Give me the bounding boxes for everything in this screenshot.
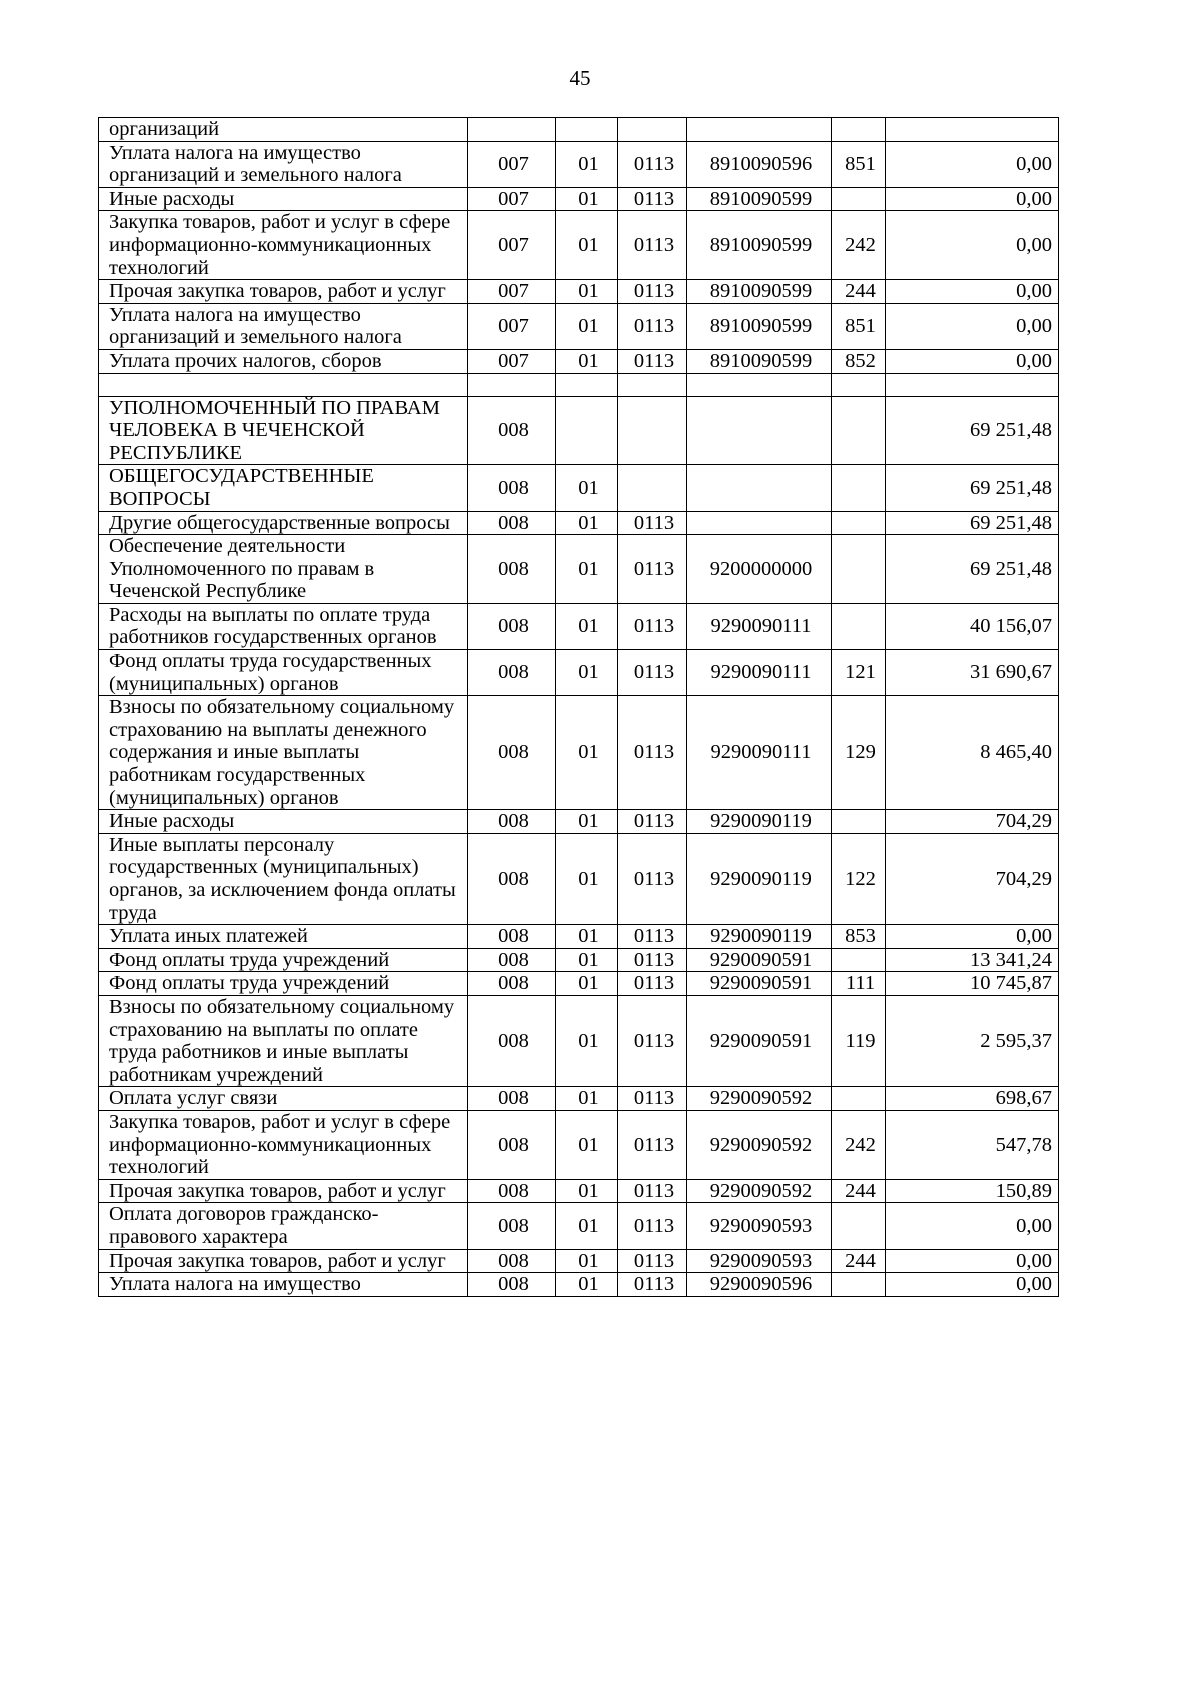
target-article-code: 9290090591 (687, 995, 832, 1086)
admin-code: 008 (468, 396, 556, 465)
subsection-code: 0113 (618, 603, 687, 649)
target-article-code: 9290090111 (687, 696, 832, 810)
expense-type-code: 852 (832, 349, 886, 373)
amount: 150,89 (886, 1179, 1059, 1203)
admin-code: 008 (468, 810, 556, 834)
table-row (99, 1249, 1059, 1273)
line-item-name: Обеспечение деятельности Уполномоченного по правам в Чеченской Республике (99, 535, 468, 604)
target-article-code (687, 118, 832, 142)
subsection-code (618, 118, 687, 142)
admin-code: 008 (468, 603, 556, 649)
subsection-code: 0113 (618, 810, 687, 834)
expense-type-code: 244 (832, 1179, 886, 1203)
target-article-code: 8910090599 (687, 349, 832, 373)
amount: 0,00 (886, 1203, 1059, 1249)
admin-code: 007 (468, 280, 556, 304)
admin-code: 008 (468, 833, 556, 924)
target-article-code: 9290090593 (687, 1249, 832, 1273)
table-row (99, 280, 1059, 304)
expense-type-code: 853 (832, 925, 886, 949)
section-code: 01 (556, 280, 618, 304)
line-item-name: УПОЛНОМОЧЕННЫЙ ПО ПРАВАМ ЧЕЛОВЕКА В ЧЕЧЕНСКОЙ РЕСПУБЛИКЕ (99, 396, 468, 465)
expense-type-code: 121 (832, 650, 886, 696)
table-row (99, 465, 1059, 511)
section-code: 01 (556, 1110, 618, 1179)
subsection-code: 0113 (618, 303, 687, 349)
admin-code: 008 (468, 650, 556, 696)
amount: 69 251,48 (886, 465, 1059, 511)
line-item-name: Фонд оплаты труда государственных (муниципальных) органов (99, 650, 468, 696)
target-article-code: 9200000000 (687, 535, 832, 604)
amount: 0,00 (886, 187, 1059, 211)
table-row (99, 141, 1059, 187)
admin-code: 008 (468, 972, 556, 996)
section-code: 01 (556, 1179, 618, 1203)
expense-type-code (832, 396, 886, 465)
amount: 69 251,48 (886, 535, 1059, 604)
line-item-name: Уплата налога на имущество организаций и земельного налога (99, 303, 468, 349)
table-row (99, 925, 1059, 949)
admin-code: 008 (468, 995, 556, 1086)
expense-type-code: 851 (832, 141, 886, 187)
expense-type-code (832, 1203, 886, 1249)
table-row (99, 1087, 1059, 1111)
amount: 0,00 (886, 925, 1059, 949)
line-item-name: Другие общегосударственные вопросы (99, 511, 468, 535)
section-code: 01 (556, 535, 618, 604)
amount: 10 745,87 (886, 972, 1059, 996)
amount: 2 595,37 (886, 995, 1059, 1086)
line-item-name: Иные расходы (99, 187, 468, 211)
subsection-code: 0113 (618, 349, 687, 373)
target-article-code: 9290090119 (687, 925, 832, 949)
amount (886, 118, 1059, 142)
subsection-code (618, 396, 687, 465)
line-item-name (99, 373, 468, 396)
line-item-name: Уплата налога на имущество организаций и земельного налога (99, 141, 468, 187)
table-row (99, 303, 1059, 349)
table-row (99, 211, 1059, 280)
line-item-name: Взносы по обязательному социальному страхованию на выплаты денежного содержания и иные выплаты работникам государственных (муниципальных) органов (99, 696, 468, 810)
budget-table-body (99, 118, 1059, 1297)
amount: 0,00 (886, 1273, 1059, 1297)
subsection-code: 0113 (618, 696, 687, 810)
target-article-code: 9290090119 (687, 810, 832, 834)
section-code (556, 118, 618, 142)
table-row (99, 187, 1059, 211)
target-article-code: 8910090599 (687, 303, 832, 349)
subsection-code: 0113 (618, 1203, 687, 1249)
expense-type-code: 242 (832, 1110, 886, 1179)
line-item-name: Оплата договоров гражданско-правового характера (99, 1203, 468, 1249)
expense-type-code (832, 373, 886, 396)
admin-code: 008 (468, 1087, 556, 1111)
subsection-code: 0113 (618, 995, 687, 1086)
table-row (99, 810, 1059, 834)
subsection-code: 0113 (618, 1249, 687, 1273)
expense-type-code (832, 187, 886, 211)
subsection-code: 0113 (618, 650, 687, 696)
target-article-code: 9290090119 (687, 833, 832, 924)
table-row (99, 995, 1059, 1086)
subsection-code: 0113 (618, 280, 687, 304)
admin-code: 007 (468, 211, 556, 280)
admin-code: 008 (468, 1203, 556, 1249)
subsection-code: 0113 (618, 1110, 687, 1179)
table-row (99, 833, 1059, 924)
expense-type-code (832, 1273, 886, 1297)
amount: 69 251,48 (886, 511, 1059, 535)
subsection-code: 0113 (618, 833, 687, 924)
section-code: 01 (556, 1249, 618, 1273)
expense-type-code: 851 (832, 303, 886, 349)
admin-code: 007 (468, 349, 556, 373)
target-article-code: 9290090592 (687, 1087, 832, 1111)
subsection-code (618, 465, 687, 511)
table-row (99, 396, 1059, 465)
table-row (99, 1110, 1059, 1179)
table-row (99, 535, 1059, 604)
table-row (99, 1179, 1059, 1203)
section-code: 01 (556, 465, 618, 511)
section-code: 01 (556, 303, 618, 349)
admin-code: 008 (468, 1273, 556, 1297)
line-item-name: Расходы на выплаты по оплате труда работников государственных органов (99, 603, 468, 649)
subsection-code: 0113 (618, 972, 687, 996)
page-number: 45 (569, 66, 591, 90)
target-article-code: 9290090592 (687, 1110, 832, 1179)
admin-code: 008 (468, 696, 556, 810)
section-code: 01 (556, 511, 618, 535)
target-article-code: 9290090111 (687, 650, 832, 696)
line-item-name: Фонд оплаты труда учреждений (99, 948, 468, 972)
section-code: 01 (556, 972, 618, 996)
line-item-name: организаций (99, 118, 468, 142)
line-item-name: Закупка товаров, работ и услуг в сфере информационно-коммуникационных технологий (99, 1110, 468, 1179)
expense-type-code (832, 810, 886, 834)
subsection-code: 0113 (618, 1273, 687, 1297)
expense-type-code: 129 (832, 696, 886, 810)
section-code: 01 (556, 187, 618, 211)
expense-type-code: 244 (832, 1249, 886, 1273)
expense-type-code: 111 (832, 972, 886, 996)
amount: 31 690,67 (886, 650, 1059, 696)
budget-table (98, 117, 1059, 1297)
table-row (99, 349, 1059, 373)
amount: 0,00 (886, 280, 1059, 304)
expense-type-code (832, 948, 886, 972)
amount (886, 373, 1059, 396)
admin-code (468, 373, 556, 396)
table-row (99, 511, 1059, 535)
amount: 0,00 (886, 141, 1059, 187)
target-article-code: 8910090599 (687, 211, 832, 280)
line-item-name: ОБЩЕГОСУДАРСТВЕННЫЕ ВОПРОСЫ (99, 465, 468, 511)
table-row (99, 650, 1059, 696)
target-article-code: 9290090111 (687, 603, 832, 649)
line-item-name: Взносы по обязательному социальному страхованию на выплаты по оплате труда работников и иные выплаты работникам учреждений (99, 995, 468, 1086)
amount: 13 341,24 (886, 948, 1059, 972)
target-article-code: 8910090596 (687, 141, 832, 187)
line-item-name: Оплата услуг связи (99, 1087, 468, 1111)
amount: 69 251,48 (886, 396, 1059, 465)
line-item-name: Уплата иных платежей (99, 925, 468, 949)
line-item-name: Фонд оплаты труда учреждений (99, 972, 468, 996)
target-article-code (687, 396, 832, 465)
line-item-name: Закупка товаров, работ и услуг в сфере информационно-коммуникационных технологий (99, 211, 468, 280)
subsection-code: 0113 (618, 187, 687, 211)
target-article-code (687, 511, 832, 535)
amount: 704,29 (886, 833, 1059, 924)
table-row (99, 118, 1059, 142)
table-row (99, 972, 1059, 996)
table-row (99, 1273, 1059, 1297)
section-code (556, 396, 618, 465)
table-row (99, 1203, 1059, 1249)
amount: 704,29 (886, 810, 1059, 834)
amount: 0,00 (886, 303, 1059, 349)
expense-type-code (832, 465, 886, 511)
section-code: 01 (556, 696, 618, 810)
target-article-code: 9290090593 (687, 1203, 832, 1249)
section-code: 01 (556, 211, 618, 280)
line-item-name: Прочая закупка товаров, работ и услуг (99, 1179, 468, 1203)
target-article-code: 9290090591 (687, 972, 832, 996)
section-code: 01 (556, 810, 618, 834)
admin-code: 008 (468, 1179, 556, 1203)
line-item-name: Иные выплаты персоналу государственных (муниципальных) органов, за исключением фонда оплаты труда (99, 833, 468, 924)
expense-type-code (832, 118, 886, 142)
section-code: 01 (556, 833, 618, 924)
table-row (99, 948, 1059, 972)
target-article-code: 9290090592 (687, 1179, 832, 1203)
admin-code (468, 118, 556, 142)
section-code: 01 (556, 650, 618, 696)
target-article-code: 9290090591 (687, 948, 832, 972)
amount: 40 156,07 (886, 603, 1059, 649)
admin-code: 008 (468, 948, 556, 972)
subsection-code: 0113 (618, 1087, 687, 1111)
line-item-name: Уплата налога на имущество (99, 1273, 468, 1297)
expense-type-code (832, 1087, 886, 1111)
subsection-code: 0113 (618, 211, 687, 280)
subsection-code: 0113 (618, 535, 687, 604)
admin-code: 008 (468, 925, 556, 949)
expense-type-code: 244 (832, 280, 886, 304)
target-article-code (687, 465, 832, 511)
amount: 698,67 (886, 1087, 1059, 1111)
admin-code: 008 (468, 511, 556, 535)
subsection-code: 0113 (618, 925, 687, 949)
amount: 0,00 (886, 211, 1059, 280)
target-article-code: 9290090596 (687, 1273, 832, 1297)
admin-code: 008 (468, 1249, 556, 1273)
expense-type-code: 119 (832, 995, 886, 1086)
subsection-code: 0113 (618, 511, 687, 535)
section-code: 01 (556, 141, 618, 187)
expense-type-code (832, 535, 886, 604)
table-row (99, 603, 1059, 649)
expense-type-code: 122 (832, 833, 886, 924)
admin-code: 007 (468, 141, 556, 187)
subsection-code: 0113 (618, 948, 687, 972)
admin-code: 008 (468, 535, 556, 604)
admin-code: 008 (468, 465, 556, 511)
section-code: 01 (556, 1087, 618, 1111)
admin-code: 008 (468, 1110, 556, 1179)
section-code: 01 (556, 603, 618, 649)
table-row (99, 696, 1059, 810)
target-article-code: 8910090599 (687, 280, 832, 304)
section-code (556, 373, 618, 396)
subsection-code (618, 373, 687, 396)
amount: 0,00 (886, 1249, 1059, 1273)
admin-code: 007 (468, 303, 556, 349)
expense-type-code (832, 603, 886, 649)
line-item-name: Уплата прочих налогов, сборов (99, 349, 468, 373)
line-item-name: Иные расходы (99, 810, 468, 834)
section-code: 01 (556, 1203, 618, 1249)
admin-code: 007 (468, 187, 556, 211)
target-article-code: 8910090599 (687, 187, 832, 211)
line-item-name: Прочая закупка товаров, работ и услуг (99, 280, 468, 304)
amount: 0,00 (886, 349, 1059, 373)
table-row (99, 373, 1059, 396)
subsection-code: 0113 (618, 141, 687, 187)
amount: 547,78 (886, 1110, 1059, 1179)
section-code: 01 (556, 1273, 618, 1297)
expense-type-code: 242 (832, 211, 886, 280)
section-code: 01 (556, 948, 618, 972)
section-code: 01 (556, 925, 618, 949)
amount: 8 465,40 (886, 696, 1059, 810)
section-code: 01 (556, 349, 618, 373)
line-item-name: Прочая закупка товаров, работ и услуг (99, 1249, 468, 1273)
expense-type-code (832, 511, 886, 535)
subsection-code: 0113 (618, 1179, 687, 1203)
target-article-code (687, 373, 832, 396)
section-code: 01 (556, 995, 618, 1086)
